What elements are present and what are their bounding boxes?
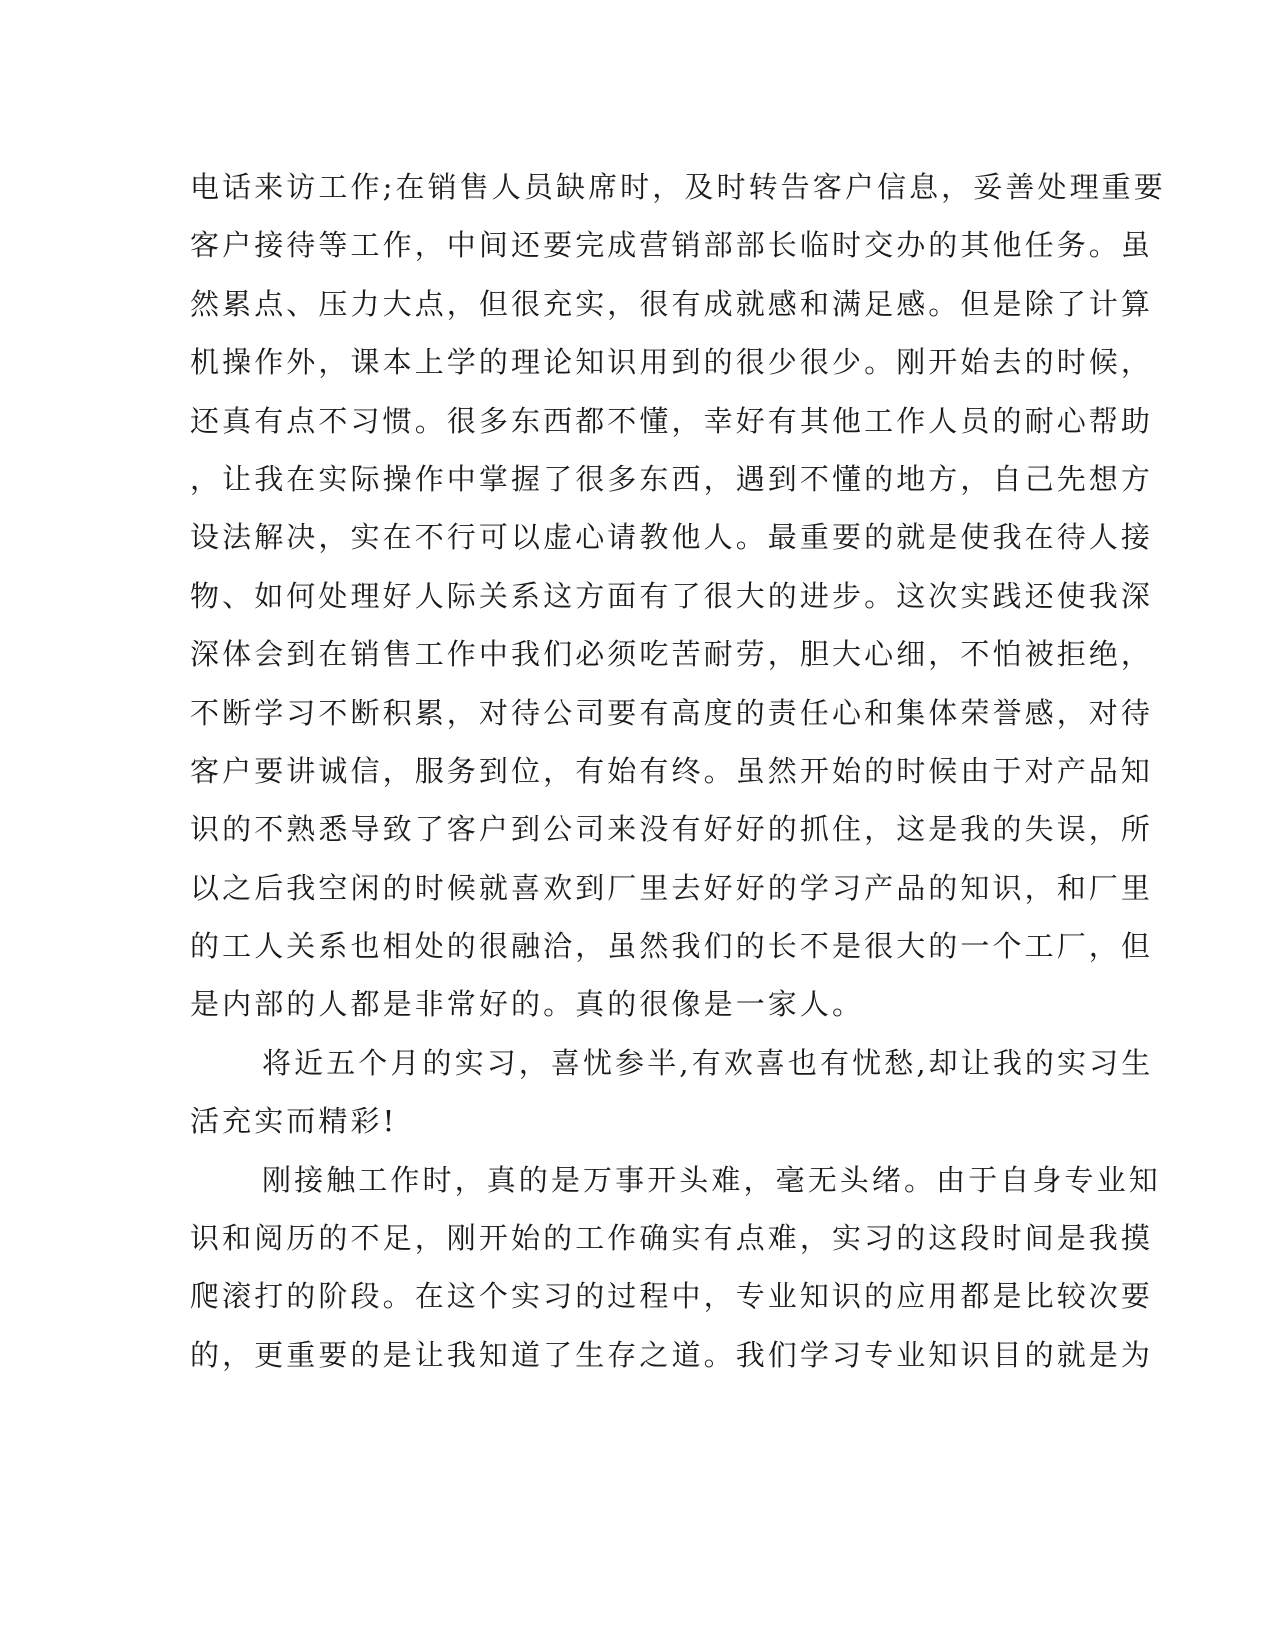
text-line: 客户要讲诚信，服务到位，有始有终。虽然开始的时候由于对产品知 — [190, 753, 1154, 788]
text-line: 还真有点不习惯。很多东西都不懂，幸好有其他工作人员的耐心帮助 — [190, 403, 1154, 438]
text-line: 以之后我空闲的时候就喜欢到厂里去好好的学习产品的知识，和厂里 — [190, 870, 1154, 905]
text-line: 客户接待等工作，中间还要完成营销部部长临时交办的其他任务。虽 — [190, 228, 1154, 263]
text-line: 不断学习不断积累，对待公司要有高度的责任心和集体荣誉感，对待 — [190, 695, 1154, 730]
text-line: 的，更重要的是让我知道了生存之道。我们学习专业知识目的就是为 — [190, 1337, 1154, 1372]
paragraph-start-line: 刚接触工作时，真的是万事开头难，毫无头绪。由于自身专业知 — [262, 1162, 1161, 1197]
text-line: 机操作外，课本上学的理论知识用到的很少很少。刚开始去的时候， — [190, 345, 1154, 380]
text-line: 物、如何处理好人际关系这方面有了很大的进步。这次实践还使我深 — [190, 578, 1154, 613]
text-line: 然累点、压力大点，但很充实，很有成就感和满足感。但是除了计算 — [190, 286, 1154, 321]
text-line: 活充实而精彩! — [190, 1104, 398, 1139]
text-line: 是内部的人都是非常好的。真的很像是一家人。 — [190, 987, 865, 1022]
text-line: ，让我在实际操作中掌握了很多东西，遇到不懂的地方，自己先想方 — [190, 461, 1154, 496]
text-line: 设法解决，实在不行可以虚心请教他人。最重要的就是使我在待人接 — [190, 520, 1154, 555]
paragraph-start-line: 将近五个月的实习，喜忧参半,有欢喜也有忧愁,却让我的实习生 — [262, 1045, 1154, 1080]
text-line: 识和阅历的不足，刚开始的工作确实有点难，实习的这段时间是我摸 — [190, 1221, 1154, 1256]
text-line: 深体会到在销售工作中我们必须吃苦耐劳，胆大心细，不怕被拒绝， — [190, 637, 1154, 672]
body-text — [190, 158, 1166, 1384]
text-line: 电话来访工作;在销售人员缺席时，及时转告客户信息，妥善处理重要 — [190, 170, 1166, 204]
text-line: 爬滚打的阶段。在这个实习的过程中，专业知识的应用都是比较次要 — [190, 1279, 1154, 1314]
text-line: 的工人关系也相处的很融洽，虽然我们的长不是很大的一个工厂，但 — [190, 929, 1154, 964]
text-line: 识的不熟悉导致了客户到公司来没有好好的抓住，这是我的失误，所 — [190, 812, 1154, 847]
